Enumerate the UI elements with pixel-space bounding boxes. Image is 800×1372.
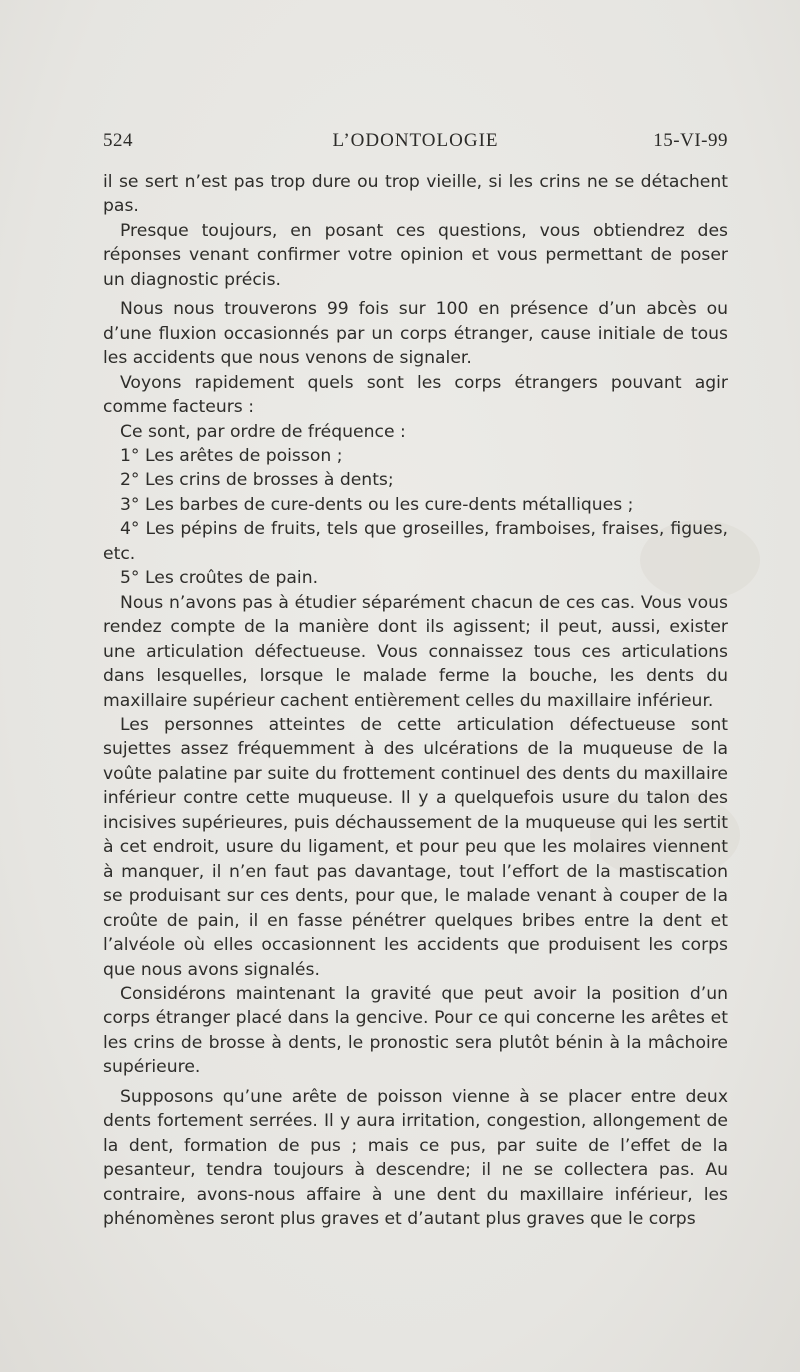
paragraph: Nous n’avons pas à étudier séparément chacun de ces cas. Vous vous rendez compte de la manière dont ils agissent; il peut, aussi, exister une articulation défectueuse. Vous connaissez tous ces articulations dans lesquelles, lorsque le malade ferme la bouche, les dents du maxillaire supérieur cachent entièrement celles du maxillaire inférieur. <box>103 592 728 711</box>
issue-date: 15-VI-99 <box>653 130 728 151</box>
journal-title: L’ODONTOLOGIE <box>332 130 499 151</box>
list-item: 2° Les crins de brosses à dents; <box>120 470 394 491</box>
paragraph: Supposons qu’une arête de poisson vienne à se placer entre deux dents fortement serrées. Il y aura irritation, congestion, allongement de la dent, formation de pus ; mais ce pus, par suite de l’effet de la pesanteur, tendra toujours à descendre; il ne se collectera pas. Au contraire, avons-nous affaire à une dent du maxillaire inférieur, les phénomènes seront plus graves et d’autant plus graves que le corps <box>103 1086 728 1230</box>
body-text <box>103 170 728 1231</box>
page-number: 524 <box>103 130 133 151</box>
paragraph: Les personnes atteintes de cette articulation défectueuse sont sujettes assez fréquemment à des ulcérations de la muqueuse de la voûte palatine par suite du frottement continuel des dents du maxillaire inférieur contre cette muqueuse. Il y a quelquefois usure du talon des incisives supérieures, puis déchaussement de la muqueuse qui les sertit à cet endroit, usure du ligament, et pour peu que les molaires viennent à manquer, il n’en faut pas davantage, tout l’effort de la mastiscation se produisant sur ces dents, pour que, le malade venant à couper de la croûte de pain, il en fasse pénétrer quelques bribes entre la dent et l’alvéole où elles occasionnent les accidents que produisent les corps que nous avons signalés. <box>103 714 728 980</box>
list-item: 3° Les barbes de cure-dents ou les cure-dents métalliques ; <box>120 494 634 515</box>
running-head <box>103 130 728 160</box>
list-item: 5° Les croûtes de pain. <box>120 568 319 589</box>
paragraph: il se sert n’est pas trop dure ou trop vieille, si les crins ne se détachent pas. <box>103 172 728 217</box>
list-item: 1° Les arêtes de poisson ; <box>120 445 343 466</box>
paragraph: Considérons maintenant la gravité que peut avoir la position d’un corps étranger placé dans la gencive. Pour ce qui concerne les arêtes et les crins de brosse à dents, le pronostic sera plutôt bénin à la mâchoire supérieure. <box>103 983 728 1078</box>
paragraph: Nous nous trouverons 99 fois sur 100 en présence d’un abcès ou d’une fluxion occasionnés par un corps étranger, cause initiale de tous les accidents que nous venons de signaler. <box>103 299 728 369</box>
list-item: 4° Les pépins de fruits, tels que groseilles, framboises, fraises, figues, etc. <box>103 519 728 564</box>
paragraph: Ce sont, par ordre de fréquence : <box>120 421 406 442</box>
paragraph: Presque toujours, en posant ces questions, vous obtiendrez des réponses venant confirmer votre opinion et vous permettant de poser un diagnostic précis. <box>103 220 728 290</box>
paragraph: Voyons rapidement quels sont les corps étrangers pouvant agir comme facteurs : <box>103 372 728 418</box>
